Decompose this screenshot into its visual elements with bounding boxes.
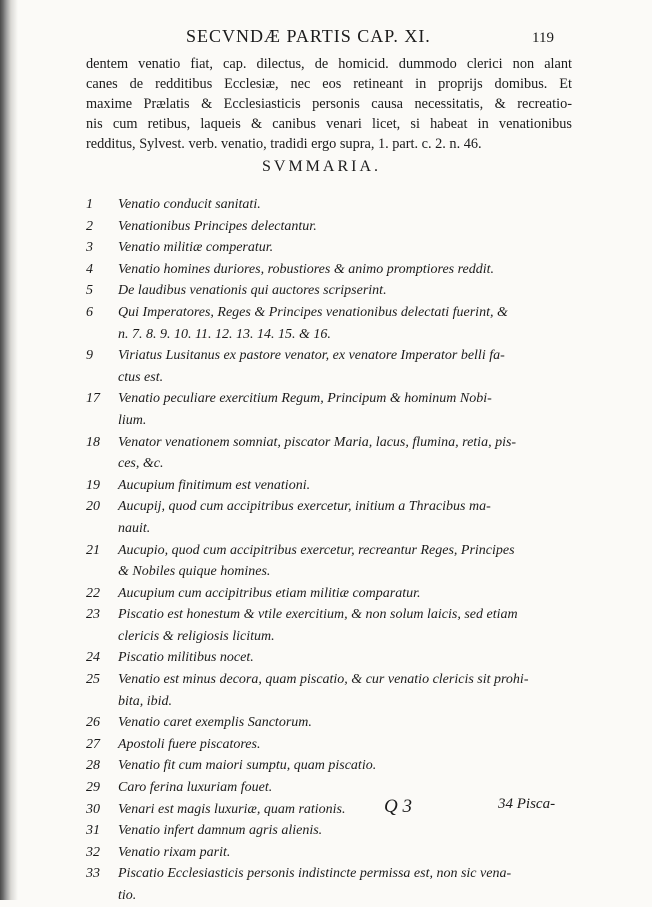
intro-line: maxime Prælatis & Ecclesiasticis personis causa necessitatis, & recreatio- xyxy=(86,96,572,112)
entry-text-line: Venatio conducit sanitati. xyxy=(118,197,261,212)
intro-paragraph xyxy=(86,54,572,154)
entry-text-line: ctus est. xyxy=(118,369,164,385)
summary-entry xyxy=(86,259,572,281)
entry-number: 21 xyxy=(86,542,100,558)
entry-text-line: Venatio rixam parit. xyxy=(118,844,231,860)
intro-line: nis cum retibus, laqueis & canibus venari licet, si habeat in venationibus xyxy=(86,116,572,132)
entry-text-line: Caro ferina luxuriam fouet. xyxy=(118,780,273,796)
summary-entry xyxy=(86,496,572,539)
entry-number: 26 xyxy=(86,715,100,731)
entry-text-line: Venatio caret exemplis Sanctorum. xyxy=(118,715,312,731)
entry-number: 6 xyxy=(86,304,93,320)
entry-text-line: Aucupium cum accipitribus etiam militiæ comparatur. xyxy=(118,585,421,601)
entry-number: 2 xyxy=(86,218,93,234)
entry-text-line: De laudibus venationis qui auctores scripserint. xyxy=(118,283,387,299)
entry-text-line: Venatio militiæ comperatur. xyxy=(118,240,274,256)
summary-entry xyxy=(86,194,572,216)
entry-text-line: tio. xyxy=(118,888,137,903)
summary-entry xyxy=(86,755,572,777)
entry-number: 33 xyxy=(86,866,100,882)
entry-text-line: ces, &c. xyxy=(118,456,164,472)
summary-entry xyxy=(86,280,572,302)
running-head: SECVNDÆ PARTIS CAP. XI. xyxy=(186,26,431,46)
page-number: 119 xyxy=(532,30,554,46)
entry-text-line: Venatio infert damnum agris alienis. xyxy=(118,823,323,839)
entry-text-line: Venator venationem somniat, piscator Maria, lacus, flumina, retia, pis- xyxy=(118,434,517,450)
summary-entry xyxy=(86,647,572,669)
entry-number: 3 xyxy=(86,240,93,256)
entry-text-line: Aucupij, quod cum accipitribus exercetur, initium a Thracibus ma- xyxy=(118,499,491,515)
summary-entry xyxy=(86,432,572,475)
entry-number: 20 xyxy=(86,499,100,515)
entry-number: 27 xyxy=(86,736,100,752)
summary-entry xyxy=(86,388,572,431)
entry-text-line: n. 7. 8. 9. 10. 11. 12. 13. 14. 15. & 16. xyxy=(118,326,331,342)
entry-text-line: nauit. xyxy=(118,520,151,536)
entry-number: 4 xyxy=(86,261,93,277)
summary-entry xyxy=(86,237,572,259)
catchword: 34 Pisca- xyxy=(498,796,556,812)
intro-line: canes de redditibus Ecclesiæ, nec eos retineant in proprijs domibus. Et xyxy=(86,76,572,92)
entry-text-line: bita, ibid. xyxy=(118,693,173,709)
entry-number: 5 xyxy=(86,283,93,299)
entry-number: 17 xyxy=(86,391,100,407)
entry-number: 1 xyxy=(86,197,93,212)
entry-text-line: Aucupio, quod cum accipitribus exercetur, recreantur Reges, Principes xyxy=(118,542,515,558)
summary-entry xyxy=(86,604,572,647)
entry-text-line: Qui Imperatores, Reges & Principes venationibus delectati fuerint, & xyxy=(118,304,508,320)
summary-entry xyxy=(86,734,572,756)
entry-number: 25 xyxy=(86,672,100,688)
summary-entry xyxy=(86,583,572,605)
signature-mark: Q 3 xyxy=(384,796,412,817)
entry-number: 29 xyxy=(86,780,100,796)
entry-text-line: Venatio fit cum maiori sumptu, quam piscatio. xyxy=(118,758,377,774)
entry-text-line: & Nobiles quique homines. xyxy=(118,564,271,580)
entry-number: 19 xyxy=(86,477,100,493)
entry-text-line: Aucupium finitimum est venationi. xyxy=(118,477,311,493)
entry-number: 9 xyxy=(86,348,93,364)
entry-text-line: Venatio homines duriores, robustiores & animo promptiores reddit. xyxy=(118,261,495,277)
entry-text-line: Piscatio militibus nocet. xyxy=(118,650,254,666)
entry-number: 30 xyxy=(86,801,100,817)
entry-number: 32 xyxy=(86,844,100,860)
summary-entry xyxy=(86,475,572,497)
entry-text-line: Venari est magis luxuriæ, quam rationis. xyxy=(118,801,346,817)
summary-entry xyxy=(86,863,572,906)
intro-line: dentem venatio fiat, cap. dilectus, de homicid. dummodo clerici non alant xyxy=(86,56,572,72)
entry-number: 31 xyxy=(86,823,100,839)
entry-text-line: lium. xyxy=(118,412,147,428)
entry-number: 28 xyxy=(86,758,100,774)
entry-number: 22 xyxy=(86,585,100,601)
summary-entry xyxy=(86,669,572,712)
entry-text-line: Piscatio est honestum & vtile exercitium, & non solum laicis, sed etiam xyxy=(118,607,518,623)
entry-number: 23 xyxy=(86,607,100,623)
summary-entry xyxy=(86,842,572,864)
entry-text-line: Venationibus Principes delectantur. xyxy=(118,218,317,234)
section-title: SVMMARIA. xyxy=(262,158,382,175)
entry-number: 18 xyxy=(86,434,100,450)
entry-text-line: Apostoli fuere piscatores. xyxy=(118,736,261,752)
entry-text-line: Venatio peculiare exercitium Regum, Principum & hominum Nobi- xyxy=(118,391,492,407)
entry-number: 24 xyxy=(86,650,100,666)
summary-entry xyxy=(86,540,572,583)
page-footer xyxy=(0,796,652,826)
entry-text-line: Viriatus Lusitanus ex pastore venator, ex venatore Imperator belli fa- xyxy=(118,348,505,364)
entry-text-line: Venatio est minus decora, quam piscatio, & cur venatio clericis sit prohi- xyxy=(118,672,529,688)
intro-line: redditus, Sylvest. verb. venatio, tradidi ergo supra, 1. part. c. 2. n. 46. xyxy=(86,136,482,152)
summary-entry xyxy=(86,302,572,345)
entry-text-line: Piscatio Ecclesiasticis personis indistincte permissa est, non sic vena- xyxy=(118,866,512,882)
summary-entry xyxy=(86,345,572,388)
summary-entry xyxy=(86,216,572,238)
entry-text-line: clericis & religiosis licitum. xyxy=(118,628,275,644)
summary-entry xyxy=(86,712,572,734)
